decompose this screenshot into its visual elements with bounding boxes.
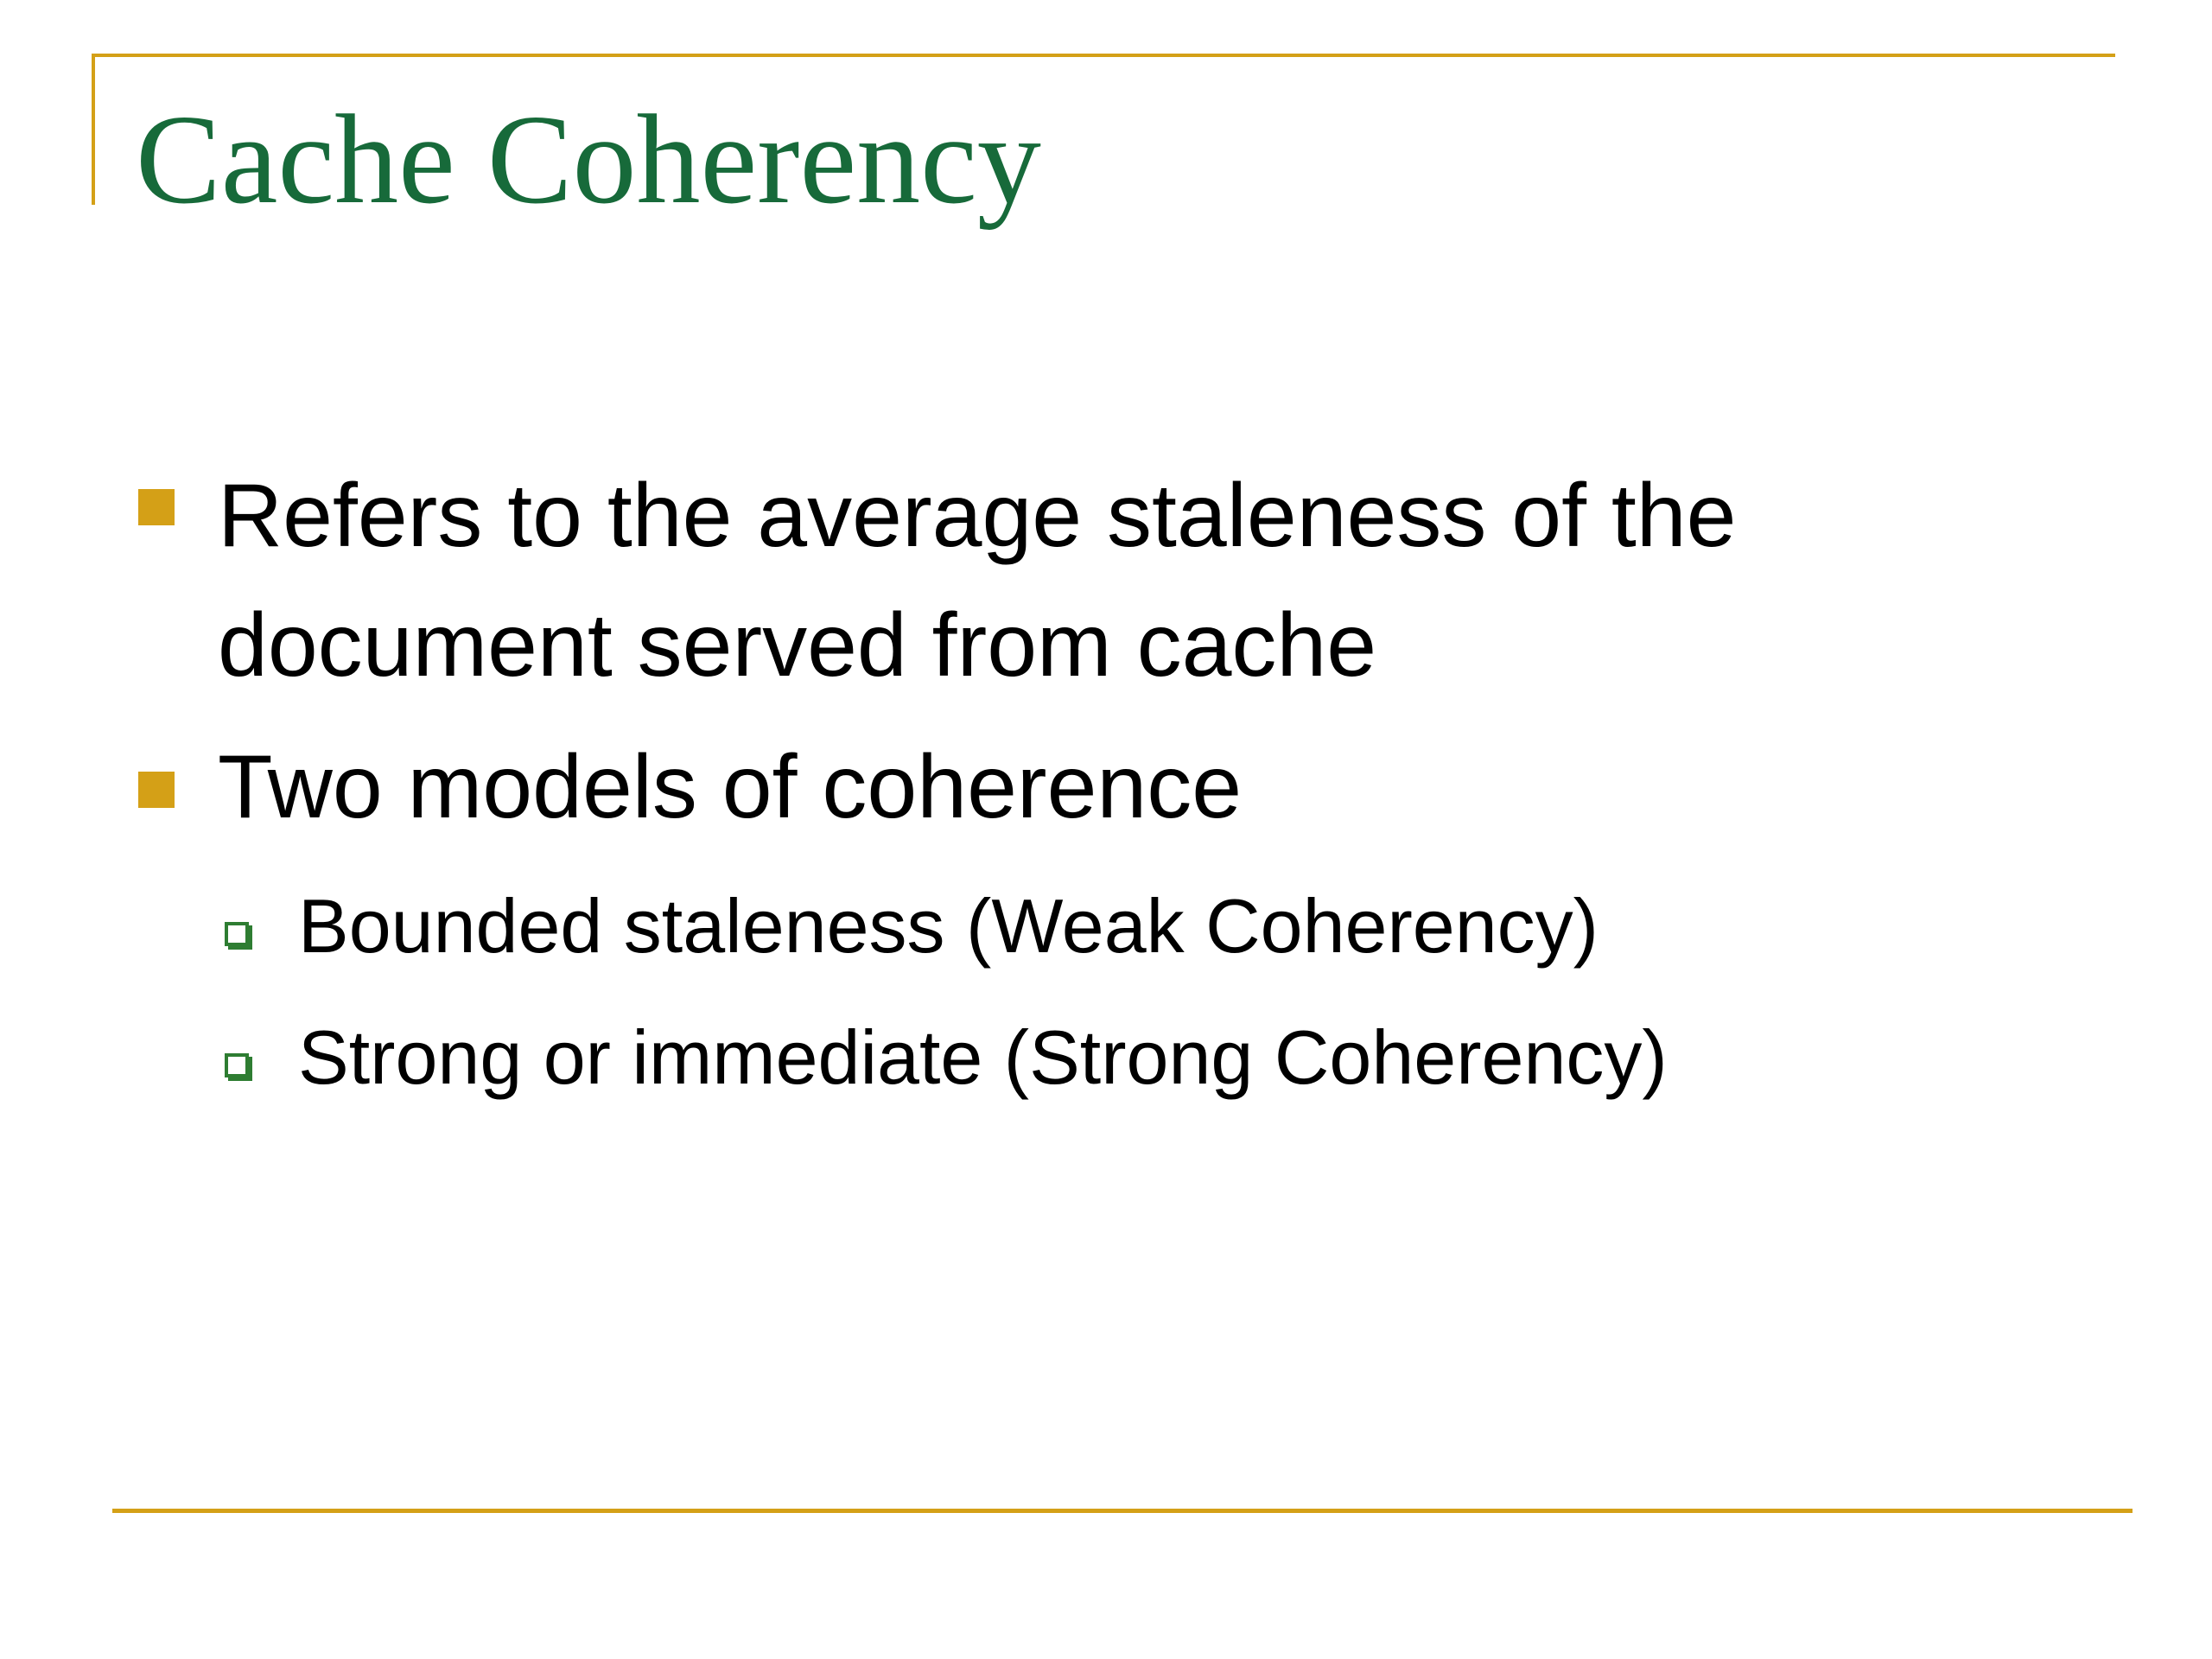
bullet-text: Refers to the average staleness of the document served from cache <box>218 466 1737 696</box>
shadowed-box-bullet-icon <box>225 922 249 946</box>
shadowed-box-bullet-icon <box>225 1053 249 1077</box>
square-bullet-icon <box>138 772 175 808</box>
bullet-text: Two models of coherence <box>218 737 1243 837</box>
sub-bullet-text: Bounded staleness (Weak Coherency) <box>298 883 1599 969</box>
sub-bullet-text: Strong or immediate (Strong Coherency) <box>298 1014 1668 1100</box>
slide-title: Cache Coherency <box>136 89 1041 231</box>
square-bullet-icon <box>138 489 175 525</box>
footer-divider-line <box>112 1509 2133 1513</box>
